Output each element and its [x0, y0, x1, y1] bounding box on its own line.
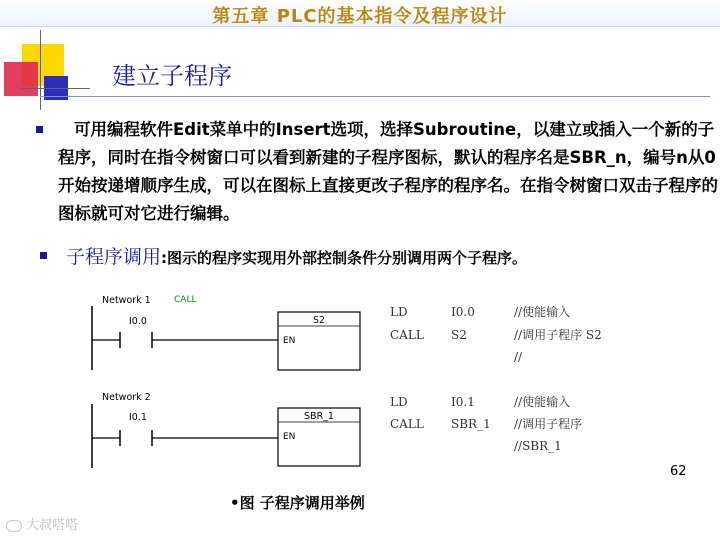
slide-title: 建立子程序: [112, 62, 232, 90]
network-tag: CALL: [174, 295, 197, 305]
call-box-label: S2: [312, 315, 326, 326]
page-number: 62: [670, 464, 687, 479]
code-arg: S2: [451, 328, 467, 342]
contact-label: I0.1: [129, 412, 147, 423]
code-op: CALL: [390, 328, 424, 342]
code-comment: //: [514, 350, 523, 364]
figure-caption: •图 子程序调用举例: [230, 494, 365, 512]
code-op: LD: [390, 305, 408, 319]
contact-label: I0.0: [129, 316, 147, 327]
code-arg: I0.0: [451, 305, 475, 319]
code-op: CALL: [390, 417, 424, 431]
network-title: Network 1: [102, 295, 151, 306]
network-title: Network 2: [102, 392, 151, 403]
sub-text: :图示的程序实现用外部控制条件分别调用两个子程序。: [161, 249, 528, 267]
en-label: EN: [283, 432, 296, 442]
code-comment: //使能输入: [514, 305, 571, 319]
chapter-title: 第五章 PLC的基本指令及程序设计: [212, 6, 508, 27]
sub-lead: 子程序调用: [66, 246, 162, 268]
en-label: EN: [283, 336, 296, 346]
watermark-logo-icon: [6, 520, 22, 532]
code-comment: //调用子程序 S2: [514, 328, 602, 342]
body-paragraph: 可用编程软件Edit菜单中的Insert选项，选择Subroutine，以建立或插入一个新的子程序，同时在指令树窗口可以看到新建的子程序图标，默认的程序名是SBR_n，编号n从0开始按递增顺序生成，可以在图标上直接更改子程序的程序名。在指令树窗口双击子程序的图标就可对它进行编辑。: [58, 120, 718, 223]
code-comment: //使能输入: [514, 395, 571, 409]
call-box-label: SBR_1: [304, 411, 334, 422]
watermark-text: 大叔嗒嗒: [26, 518, 79, 533]
code-op: LD: [390, 395, 408, 409]
code-arg: I0.1: [451, 395, 475, 409]
code-comment: //SBR_1: [514, 439, 562, 453]
watermark: [6, 514, 78, 533]
code-arg: SBR_1: [451, 417, 491, 431]
code-comment: //调用子程序: [514, 417, 583, 431]
